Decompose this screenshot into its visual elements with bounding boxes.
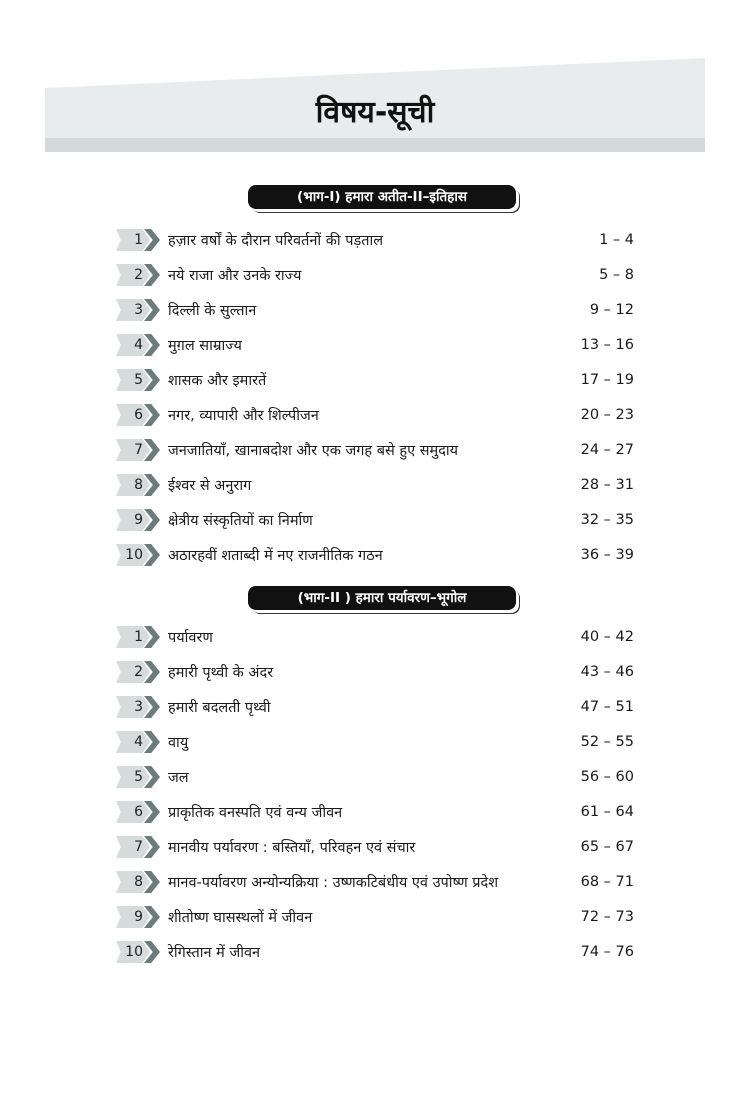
chapter-number: 8 [134,477,143,493]
chapter-pages: 40 – 42 [580,629,634,645]
chapter-number: 1 [134,629,143,645]
chapter-number-chevron-icon [116,369,160,391]
section-heading: (भाग-I) हमारा अतीत-II–इतिहास [248,185,516,209]
chapter-number: 5 [134,372,143,388]
chapter-pages: 28 – 31 [580,477,634,493]
page-header [45,58,705,152]
chevron-light-shape [116,509,150,531]
chapter-pages: 36 – 39 [580,547,634,563]
chevron-light-shape [116,474,150,496]
chapter-row[interactable] [116,402,634,428]
chapter-pages: 65 – 67 [580,839,634,855]
chevron-light-shape [116,626,150,648]
chapter-number-chevron-icon [116,941,160,963]
chapter-number-chevron-icon [116,731,160,753]
chapter-title: शीतोष्ण घासस्थलों में जीवन [168,910,313,926]
chapter-number: 6 [134,804,143,820]
chapter-pages: 56 – 60 [580,769,634,785]
chapter-number: 9 [134,512,143,528]
chapter-number: 4 [134,734,143,750]
chapter-number-chevron-icon [116,439,160,461]
chapter-number: 10 [125,547,143,563]
chapter-title: मानव-पर्यावरण अन्योन्यक्रिया : उष्णकटिबंधीय एवं उपोष्ण प्रदेश [168,875,499,891]
chapter-row[interactable] [116,507,634,533]
chevron-light-shape [116,871,150,893]
chapter-number-chevron-icon [116,404,160,426]
chapter-title: नये राजा और उनके राज्य [168,268,302,284]
chapter-pages: 43 – 46 [580,664,634,680]
chapter-number-chevron-icon [116,474,160,496]
chapter-pages: 13 – 16 [580,337,634,353]
chapter-pages: 1 – 4 [599,232,634,248]
chevron-light-shape [116,766,150,788]
chapter-pages: 24 – 27 [580,442,634,458]
chapter-pages: 52 – 55 [580,734,634,750]
chapter-number: 3 [134,699,143,715]
chapter-number-chevron-icon [116,626,160,648]
chapter-pages: 74 – 76 [580,944,634,960]
chapter-number: 5 [134,769,143,785]
chevron-light-shape [116,906,150,928]
chapter-title: ईश्वर से अनुराग [168,478,252,494]
chapter-row[interactable] [116,367,634,393]
chapter-number: 10 [125,944,143,960]
chapter-row[interactable] [116,799,634,825]
chapter-number: 2 [134,664,143,680]
chevron-light-shape [116,731,150,753]
chevron-light-shape [116,369,150,391]
chapter-row[interactable] [116,262,634,288]
section-heading: (भाग-II ) हमारा पर्यावरण–भूगोल [248,586,516,610]
chapter-row[interactable] [116,472,634,498]
chapter-number-chevron-icon [116,871,160,893]
chevron-light-shape [116,439,150,461]
chapter-title: दिल्ली के सुल्तान [168,303,257,319]
chapter-pages: 9 – 12 [589,302,634,318]
chapter-pages: 47 – 51 [580,699,634,715]
chapter-title: मुग़ल साम्राज्य [168,338,242,354]
page-title: विषय-सूची [315,95,435,130]
chapter-title: अठारहवीं शताब्दी में नए राजनीतिक गठन [168,548,383,564]
chapter-pages: 68 – 71 [580,874,634,890]
chapter-row[interactable] [116,729,634,755]
chapter-title: पर्यावरण [168,630,213,646]
chapter-number: 7 [134,442,143,458]
chapter-number-chevron-icon [116,509,160,531]
chapter-row[interactable] [116,437,634,463]
chapter-title: हज़ार वर्षों के दौरान परिवर्तनों की पड़ताल [168,233,384,249]
chapter-number: 8 [134,874,143,890]
chapter-title: शासक और इमारतें [168,373,267,389]
chapter-row[interactable] [116,624,634,650]
chapter-title: जल [168,770,189,786]
chapter-number-chevron-icon [116,334,160,356]
chevron-light-shape [116,229,150,251]
chapter-number-chevron-icon [116,906,160,928]
chapter-pages: 61 – 64 [580,804,634,820]
chevron-light-shape [116,661,150,683]
chapter-number: 7 [134,839,143,855]
chapter-number: 1 [134,232,143,248]
chapter-number-chevron-icon [116,836,160,858]
chapter-number-chevron-icon [116,299,160,321]
chapter-pages: 72 – 73 [580,909,634,925]
chapter-row[interactable] [116,939,634,965]
chapter-row[interactable] [116,659,634,685]
chevron-light-shape [116,836,150,858]
chapter-number-chevron-icon [116,264,160,286]
chapter-pages: 32 – 35 [580,512,634,528]
chapter-number: 6 [134,407,143,423]
header-strip [45,138,705,152]
chevron-light-shape [116,334,150,356]
chapter-number: 4 [134,337,143,353]
chapter-title: प्राकृतिक वनस्पति एवं वन्य जीवन [168,805,343,821]
chapter-title: नगर, व्यापारी और शिल्पीजन [168,408,319,424]
chapter-number-chevron-icon [116,696,160,718]
chapter-row[interactable] [116,834,634,860]
chapter-row[interactable] [116,227,634,253]
chapter-title: वायु [168,735,189,751]
chapter-title: जनजातियाँ, खानाबदोश और एक जगह बसे हुए समुदाय [168,443,459,459]
chevron-light-shape [116,299,150,321]
chapter-number-chevron-icon [116,661,160,683]
chapter-number-chevron-icon [116,544,160,566]
chevron-light-shape [116,404,150,426]
chapter-row[interactable] [116,542,634,568]
chapter-number-chevron-icon [116,229,160,251]
chapter-row[interactable] [116,332,634,358]
chapter-row[interactable] [116,297,634,323]
chapter-number: 9 [134,909,143,925]
chapter-number: 3 [134,302,143,318]
chapter-pages: 17 – 19 [580,372,634,388]
chapter-title: हमारी बदलती पृथ्वी [168,700,271,716]
chapter-number-chevron-icon [116,766,160,788]
chapter-number-chevron-icon [116,801,160,823]
chapter-title: मानवीय पर्यावरण : बस्तियाँ, परिवहन एवं संचार [168,840,416,856]
chapter-row[interactable] [116,869,634,895]
chapter-pages: 5 – 8 [599,267,634,283]
chapter-row[interactable] [116,694,634,720]
chapter-title: हमारी पृथ्वी के अंदर [168,665,274,681]
chevron-light-shape [116,801,150,823]
chevron-light-shape [116,264,150,286]
chapter-row[interactable] [116,764,634,790]
chapter-row[interactable] [116,904,634,930]
chapter-pages: 20 – 23 [580,407,634,423]
chapter-title: क्षेत्रीय संस्कृतियों का निर्माण [168,513,313,529]
chapter-number: 2 [134,267,143,283]
chevron-light-shape [116,696,150,718]
chapter-title: रेगिस्तान में जीवन [168,945,261,961]
